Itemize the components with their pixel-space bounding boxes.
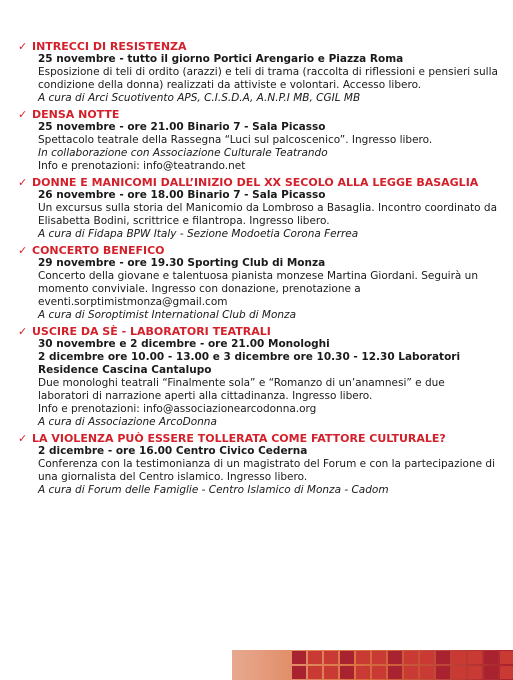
- event-title-row: [18, 325, 498, 338]
- event-organizer: A cura di Soroptimist International Club di Monza: [38, 309, 297, 321]
- band-tile: [308, 651, 322, 664]
- event-when: 29 novembre - ore 19.30 Sporting Club di Monza: [38, 257, 326, 269]
- event-title-row: [18, 432, 498, 445]
- event-organizer: A cura di Arci Scuotivento APS, C.I.S.D.A, A.N.P.I MB, CGIL MB: [38, 92, 361, 104]
- band-tile: [468, 666, 482, 679]
- event-title-row: [18, 244, 498, 257]
- band-tile: [308, 666, 322, 679]
- band-tile: [340, 666, 354, 679]
- event-item: [18, 432, 498, 497]
- band-tile: [436, 666, 450, 679]
- band-tile: [292, 666, 306, 679]
- event-organizer: A cura di Associazione ArcoDonna: [38, 416, 217, 428]
- band-tile: [388, 651, 402, 664]
- check-icon: ✓: [18, 40, 28, 53]
- event-description: Spettacolo teatrale della Rassegna “Luci sul palcoscenico”. Ingresso libero.: [38, 134, 433, 146]
- band-tile: [420, 666, 434, 679]
- event-when: 26 novembre - ore 18.00 Binario 7 - Sala Picasso: [38, 189, 326, 201]
- band-tile: [484, 651, 498, 664]
- event-title: LA VIOLENZA PUÒ ESSERE TOLLERATA COME FATTORE CULTURALE?: [32, 432, 446, 445]
- event-when: 25 novembre - ore 21.00 Binario 7 - Sala Picasso: [38, 121, 326, 133]
- band-tile: [372, 666, 386, 679]
- band-tile: [356, 651, 370, 664]
- event-description: Concerto della giovane e talentuosa pianista monzese Martina Giordani. Seguirà un momento conviviale. Ingresso con donazione, prenotazione a eventi.sorptimistmonza@gmail.com: [38, 270, 478, 308]
- check-icon: ✓: [18, 176, 28, 189]
- check-icon: ✓: [18, 244, 28, 257]
- event-when: 2 dicembre - ore 16.00 Centro Civico Cederna: [38, 445, 308, 457]
- event-organizer: A cura di Fidapa BPW Italy - Sezione Modoetia Corona Ferrea: [38, 228, 359, 240]
- event-item: [18, 40, 498, 105]
- event-title: CONCERTO BENEFICO: [32, 244, 165, 257]
- event-item: [18, 108, 498, 173]
- band-tile: [452, 666, 466, 679]
- event-title: USCIRE DA SÈ - LABORATORI TEATRALI: [32, 325, 271, 338]
- band-tile: [340, 651, 354, 664]
- band-tile: [372, 651, 386, 664]
- event-organizer: In collaborazione con Associazione Culturale Teatrando: [38, 147, 328, 159]
- event-when: 2 dicembre ore 10.00 - 13.00 e 3 dicembre ore 10.30 - 12.30 Laboratori Residence Cascina Cantalupo: [38, 351, 461, 376]
- band-tile: [468, 651, 482, 664]
- band-tile: [388, 666, 402, 679]
- band-tile: [324, 651, 338, 664]
- check-icon: ✓: [18, 325, 28, 338]
- check-icon: ✓: [18, 432, 28, 445]
- event-title-row: [18, 176, 498, 189]
- event-when: 25 novembre - tutto il giorno Portici Arengario e Piazza Roma: [38, 53, 404, 65]
- event-organizer: A cura di Forum delle Famiglie - Centro Islamico di Monza - Cadom: [38, 484, 389, 496]
- band-tile: [404, 651, 418, 664]
- event-list: [18, 40, 498, 500]
- band-tile: [436, 651, 450, 664]
- check-icon: ✓: [18, 108, 28, 121]
- event-title: INTRECCI DI RESISTENZA: [32, 40, 187, 53]
- event-description: Conferenza con la testimonianza di un magistrato del Forum e con la partecipazione di una giornalista del Centro islamico. Ingresso libero.: [38, 458, 495, 483]
- event-item: [18, 176, 498, 241]
- band-tile: [292, 651, 306, 664]
- event-description: Info e prenotazioni: info@associazionearcodonna.org: [38, 403, 317, 415]
- band-tile: [356, 666, 370, 679]
- band-tile: [484, 666, 498, 679]
- event-title: DONNE E MANICOMI DALL’INIZIO DEL XX SECOLO ALLA LEGGE BASAGLIA: [32, 176, 479, 189]
- event-description: Info e prenotazioni: info@teatrando.net: [38, 160, 246, 172]
- event-description: Esposizione di teli di ordito (arazzi) e teli di trama (raccolta di riflessioni e pensieri sulla condizione della donna) realizzati da attiviste e volontari. Accesso libero.: [38, 66, 498, 91]
- band-tile: [500, 666, 513, 679]
- event-item: [18, 244, 498, 322]
- event-title-row: [18, 108, 498, 121]
- band-tile: [500, 651, 513, 664]
- event-item: [18, 325, 498, 429]
- band-tile: [452, 651, 466, 664]
- decorative-footer-band: [232, 650, 513, 680]
- band-tile: [420, 651, 434, 664]
- event-description: Due monologhi teatrali “Finalmente sola” e “Romanzo di un’anamnesi” e due laboratori di narrazione aperti alla cittadinanza. Ingresso libero.: [38, 377, 445, 402]
- band-tile: [324, 666, 338, 679]
- event-when: 30 novembre e 2 dicembre - ore 21.00 Monologhi: [38, 338, 330, 350]
- event-description: Un excursus sulla storia del Manicomio da Lombroso a Basaglia. Incontro coordinato da Elisabetta Bodini, scrittrice e filantropa. Ingresso libero.: [38, 202, 498, 227]
- event-title-row: [18, 40, 498, 53]
- band-tile: [404, 666, 418, 679]
- event-title: DENSA NOTTE: [32, 108, 120, 121]
